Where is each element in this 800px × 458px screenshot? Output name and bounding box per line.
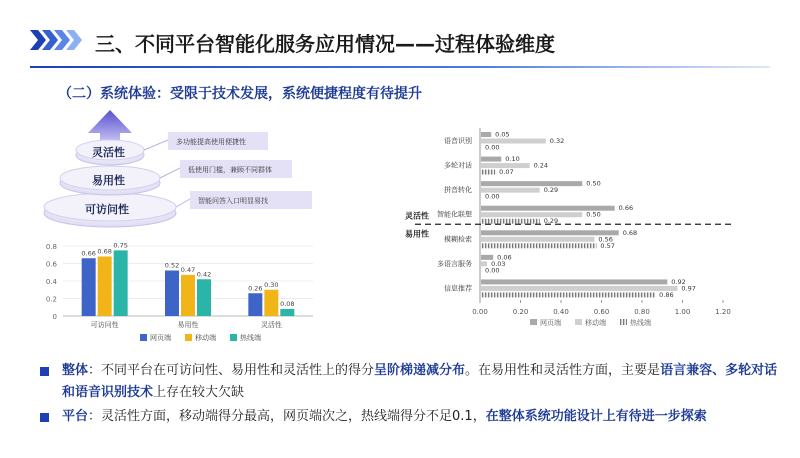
y-tick-label: 0.6 — [45, 260, 57, 269]
pyramid-note-flexibility: 多功能提高使用便捷性 — [176, 138, 246, 146]
data-label: 0.08 — [280, 300, 295, 308]
data-label: 0.68 — [622, 228, 638, 237]
category-label: 拼音转化 — [444, 186, 472, 195]
data-label: 0.26 — [248, 284, 263, 293]
feature-score-chart — [395, 118, 750, 338]
y-tick-label: 0.8 — [45, 243, 57, 251]
bullet-key: 平台 — [62, 409, 89, 424]
bar — [481, 268, 482, 273]
legend-label: 移动端 — [585, 319, 606, 327]
data-label: 0.03 — [491, 259, 506, 268]
bar — [165, 271, 179, 317]
bar — [481, 279, 667, 284]
data-label: 0.06 — [497, 253, 512, 262]
x-tick-label: 灵活性 — [260, 321, 282, 329]
pyramid-note-accessibility: 智能问答入口明显易找 — [198, 197, 268, 205]
x-tick-label: 易用性 — [177, 321, 199, 329]
bar — [481, 145, 482, 150]
y-tick-label: 0.2 — [45, 295, 57, 304]
legend-label: 网页端 — [540, 319, 561, 327]
data-label: 0.29 — [543, 186, 559, 195]
x-tick-label: 1.20 — [715, 308, 731, 316]
pyramid-level-flexibility: 灵活性 — [92, 146, 125, 159]
y-tick-label: 0.4 — [45, 278, 57, 286]
legend-swatch — [230, 334, 237, 341]
data-label: 0.68 — [97, 247, 112, 256]
bullet-text: ：不同平台在可访问性、易用性和灵活性上的得分 — [88, 363, 375, 378]
legend-label: 移动端 — [195, 334, 216, 342]
legend-swatch — [140, 334, 147, 341]
category-label: 语音识别 — [444, 137, 472, 145]
y-tick-label: 0 — [52, 313, 57, 321]
data-label: 0.66 — [81, 249, 96, 258]
legend-swatch — [575, 319, 582, 325]
data-label: 0.56 — [598, 235, 613, 244]
bar — [481, 181, 582, 186]
legend-label: 热线端 — [240, 334, 261, 342]
bar — [481, 157, 501, 162]
up-arrow-icon — [88, 110, 132, 143]
data-label: 0.00 — [485, 266, 500, 275]
bullet-highlight: 呈阶梯递减分布 — [374, 363, 466, 378]
category-label: 多轮对话 — [444, 161, 472, 170]
data-label: 0.50 — [586, 179, 601, 188]
group-label-usability: 易用性 — [405, 229, 429, 239]
x-tick-label: 0.20 — [512, 308, 529, 316]
bullet-highlight: 语言兼容、多轮对话和语音识别技术 — [62, 363, 778, 400]
legend-label: 网页端 — [150, 334, 171, 342]
platform-score-chart — [25, 238, 325, 353]
chevron-arrows-icon — [30, 30, 82, 50]
pyramid-diagram — [40, 105, 320, 230]
summary-bullets — [38, 360, 778, 428]
category-label: 模糊检索 — [444, 235, 472, 244]
bullet-square-icon — [40, 413, 49, 422]
data-label: 0.52 — [164, 261, 180, 270]
x-tick-label: 0.60 — [593, 308, 610, 316]
bar — [481, 132, 491, 137]
pyramid-note-usability: 低使用门槛，兼顾不同群体 — [188, 166, 272, 174]
legend-swatch — [530, 319, 537, 325]
data-label: 0.97 — [681, 284, 696, 293]
bullet-text: ：灵活性方面，移动端得分最高，网页端次之，热线端得分不足0.1， — [88, 409, 486, 424]
data-label: 0.10 — [505, 155, 520, 164]
bar — [280, 309, 294, 316]
data-label: 0.00 — [485, 143, 500, 152]
category-label: 信息推荐 — [444, 284, 472, 293]
bullet-text: 。在易用性和灵活性方面，主要是 — [465, 363, 661, 378]
data-label: 0.86 — [659, 290, 674, 299]
bar — [114, 250, 128, 316]
bullet-overall — [38, 360, 778, 404]
data-label: 0.47 — [180, 265, 196, 274]
bar — [481, 219, 540, 224]
bullet-square-icon — [40, 367, 49, 376]
data-label: 0.29 — [543, 217, 559, 226]
data-label: 0.32 — [549, 137, 565, 145]
bar — [481, 212, 582, 217]
bar — [481, 237, 594, 242]
bar — [264, 290, 278, 316]
data-label: 0.05 — [495, 130, 510, 139]
data-label: 0.92 — [671, 277, 686, 286]
x-tick-label: 可访问性 — [90, 321, 119, 329]
category-label: 多语言服务 — [437, 259, 472, 268]
pyramid-level-usability: 易用性 — [92, 174, 125, 187]
bullet-highlight: 在整体系统功能设计上有待进一步探索 — [485, 409, 707, 424]
pyramid-level-accessibility: 可访问性 — [85, 203, 129, 216]
bar — [481, 170, 495, 175]
bullet-key: 整体 — [62, 363, 89, 378]
bar — [181, 275, 195, 316]
data-label: 0.00 — [485, 192, 500, 201]
data-label: 0.30 — [264, 280, 279, 289]
bar — [82, 258, 96, 316]
bullet-text: 上存在较大欠缺 — [153, 385, 245, 400]
bullet-platform — [38, 406, 778, 428]
data-label: 0.57 — [600, 241, 615, 250]
bar — [248, 293, 262, 316]
legend-swatch — [620, 319, 627, 325]
bar — [481, 243, 596, 248]
bar — [98, 257, 112, 317]
x-tick-label: 1.00 — [674, 308, 691, 316]
legend-swatch — [185, 334, 192, 341]
bar — [197, 279, 211, 316]
bar — [481, 292, 655, 297]
data-label: 0.42 — [196, 270, 212, 279]
bar — [481, 286, 677, 291]
x-tick-label: 0.40 — [553, 308, 569, 316]
section-subtitle: （二）系统体验：受限于技术发展，系统便捷程度有待提升 — [58, 86, 422, 102]
slide-header — [0, 0, 800, 72]
data-label: 0.50 — [586, 210, 601, 219]
category-label: 智能化联想 — [437, 210, 472, 219]
data-label: 0.07 — [499, 168, 514, 177]
pyramid-graphic — [40, 105, 320, 230]
x-tick-label: 0.80 — [634, 308, 650, 316]
data-label: 0.66 — [618, 204, 634, 213]
header-divider — [30, 66, 770, 68]
platform-score-svg — [25, 238, 325, 353]
page-title: 三、不同平台智能化服务应用情况——过程体验维度 — [95, 32, 555, 56]
data-label: 0.24 — [533, 161, 549, 170]
data-label: 0.75 — [113, 241, 128, 250]
x-tick-label: 0.00 — [472, 308, 488, 316]
group-label-flexibility: 灵活性 — [405, 211, 429, 221]
bar — [481, 194, 482, 199]
feature-score-svg — [395, 118, 750, 338]
legend-label: 热线端 — [630, 319, 651, 327]
